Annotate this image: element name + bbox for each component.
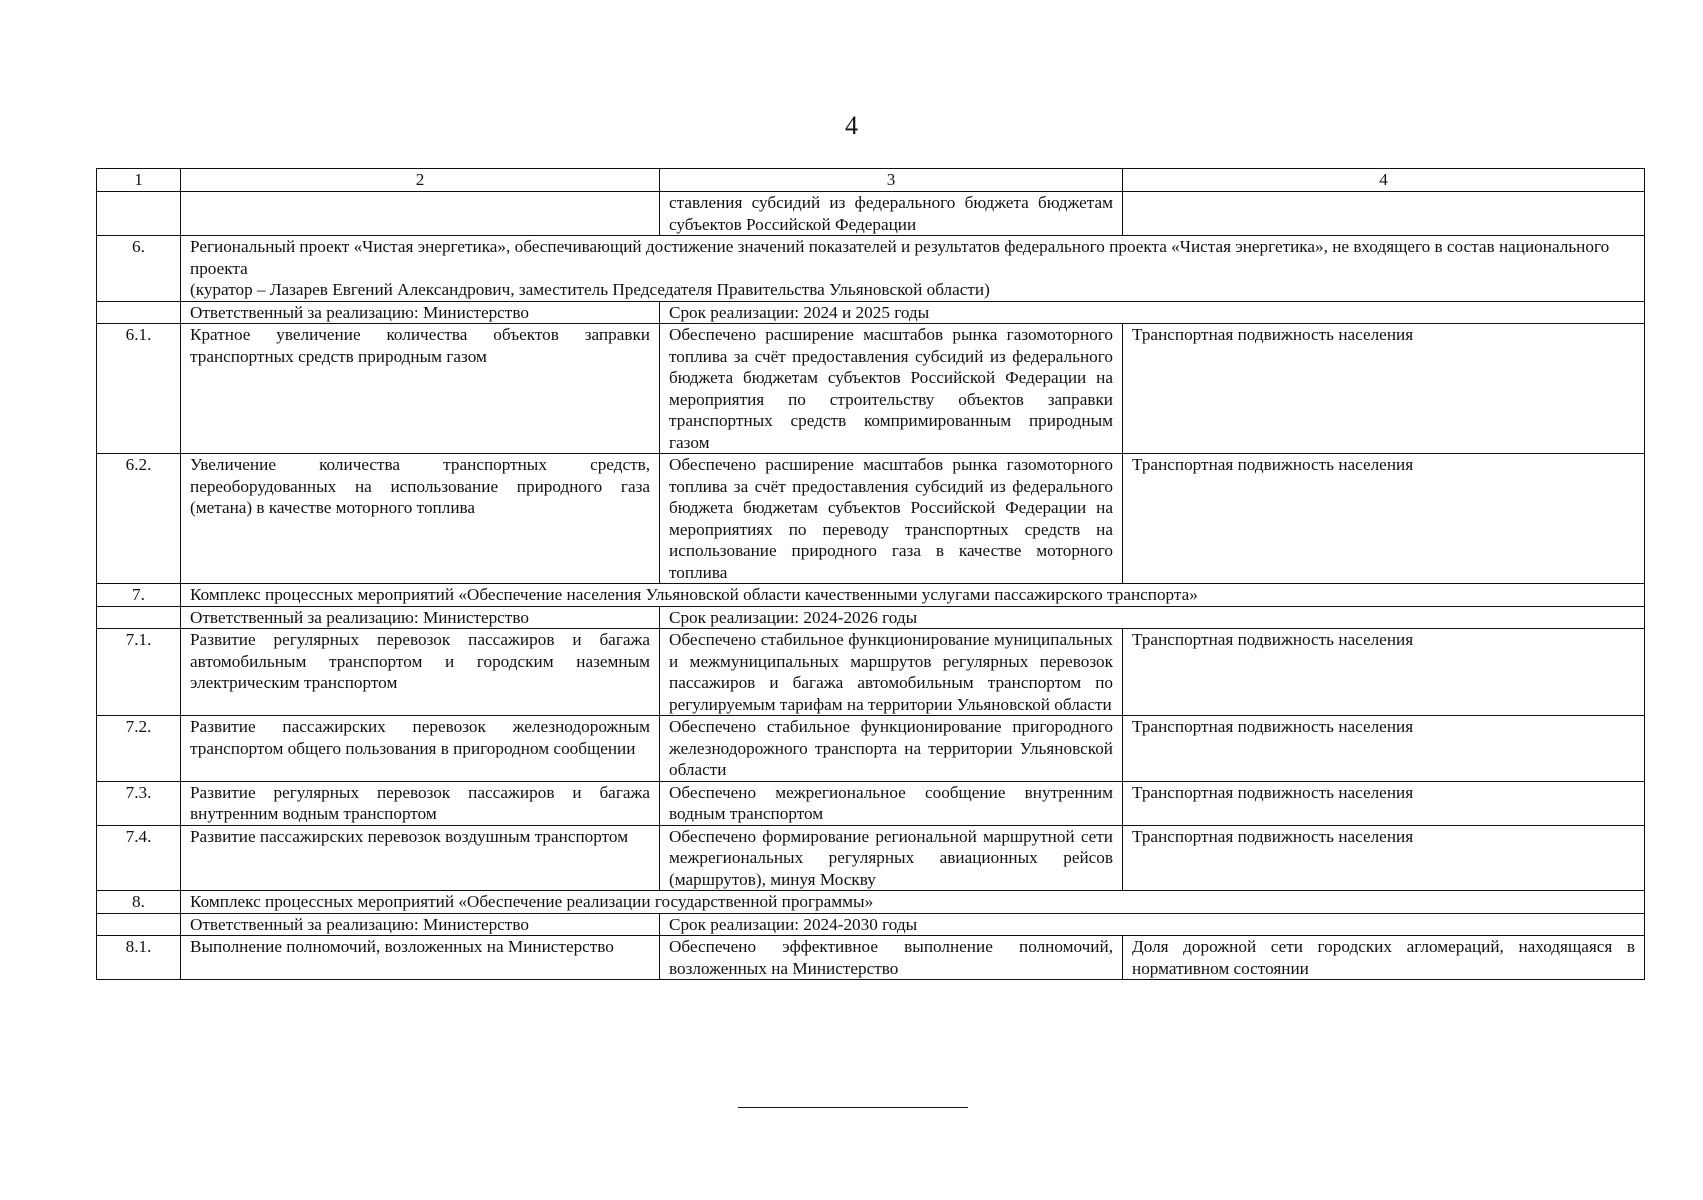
table-row-section <box>97 891 1645 914</box>
item-number: 6.1. <box>97 324 181 454</box>
column-header: 4 <box>1123 169 1645 192</box>
program-table <box>96 168 1645 980</box>
table-row-item <box>97 825 1645 891</box>
indicator-cell: Транспортная подвижность населения <box>1123 454 1645 584</box>
column-header: 2 <box>181 169 660 192</box>
result-cell: Обеспечено стабильное функционирование пригородного железнодорожного транспорта на территории Ульяновской области <box>660 716 1123 782</box>
section-title: Комплекс процессных мероприятий «Обеспечение реализации государственной программы» <box>190 892 874 911</box>
section-title: Региональный проект «Чистая энергетика», обеспечивающий достижение значений показателей и результатов федерального проекта «Чистая энергетика», не входящего в состав национального проекта <box>190 237 1610 278</box>
column-header: 1 <box>97 169 181 192</box>
row-number-cell <box>97 192 181 236</box>
table-row-resp <box>97 301 1645 324</box>
table-row-resp <box>97 913 1645 936</box>
task-cell: Развитие пассажирских перевозок воздушным транспортом <box>181 825 660 891</box>
term-cell: Срок реализации: 2024 и 2025 годы <box>660 301 1645 324</box>
table-row-section <box>97 236 1645 302</box>
result-cell: Обеспечено стабильное функционирование муниципальных и межмуниципальных маршрутов регулярных перевозок пассажиров и багажа автомобильным транспортом по регулируемым тарифам на территории Ульяновской области <box>660 629 1123 716</box>
item-number: 7.3. <box>97 781 181 825</box>
indicator-cell: Транспортная подвижность населения <box>1123 324 1645 454</box>
table-row-item <box>97 936 1645 980</box>
item-number: 6.2. <box>97 454 181 584</box>
task-cell: Развитие регулярных перевозок пассажиров и багажа внутренним водным транспортом <box>181 781 660 825</box>
task-cell: Кратное увеличение количества объектов заправки транспортных средств природным газом <box>181 324 660 454</box>
item-number: 7.4. <box>97 825 181 891</box>
page-number: 4 <box>845 111 858 140</box>
section-number: 7. <box>97 584 181 607</box>
table-row-item <box>97 781 1645 825</box>
result-cell: ставления субсидий из федерального бюджета бюджетам субъектов Российской Федерации <box>660 192 1123 236</box>
table-row-section <box>97 584 1645 607</box>
responsible-cell: Ответственный за реализацию: Министерство <box>181 913 660 936</box>
item-number: 7.2. <box>97 716 181 782</box>
section-title: Комплекс процессных мероприятий «Обеспечение населения Ульяновской области качественными услугами пассажирского транспорта» <box>190 585 1198 604</box>
indicator-cell: Доля дорожной сети городских агломераций, находящаяся в нормативном состоянии <box>1123 936 1645 980</box>
section-number: 6. <box>97 236 181 302</box>
header-row <box>97 169 1645 192</box>
term-cell: Срок реализации: 2024-2026 годы <box>660 606 1645 629</box>
task-cell: Выполнение полномочий, возложенных на Министерство <box>181 936 660 980</box>
section-curator: (куратор – Лазарев Евгений Александрович, заместитель Председателя Правительства Ульяновской области) <box>190 280 990 299</box>
table-row-cont <box>97 192 1645 236</box>
section-number: 8. <box>97 891 181 914</box>
table-row-item <box>97 324 1645 454</box>
indicator-cell: Транспортная подвижность населения <box>1123 781 1645 825</box>
indicator-cell: Транспортная подвижность населения <box>1123 629 1645 716</box>
item-number: 7.1. <box>97 629 181 716</box>
indicator-cell: Транспортная подвижность населения <box>1123 716 1645 782</box>
table-row-item <box>97 629 1645 716</box>
responsible-cell: Ответственный за реализацию: Министерство <box>181 606 660 629</box>
task-cell <box>181 192 660 236</box>
term-cell: Срок реализации: 2024-2030 годы <box>660 913 1645 936</box>
task-cell: Развитие регулярных перевозок пассажиров и багажа автомобильным транспортом и городским наземным электрическим транспортом <box>181 629 660 716</box>
result-cell: Обеспечено расширение масштабов рынка газомоторного топлива за счёт предоставления субсидий из федерального бюджета бюджетам субъектов Российской Федерации на мероприятиях по переводу транспортных средств на использование природного газа в качестве моторного топлива <box>660 454 1123 584</box>
responsible-cell: Ответственный за реализацию: Министерство <box>181 301 660 324</box>
indicator-cell: Транспортная подвижность населения <box>1123 825 1645 891</box>
indicator-cell <box>1123 192 1645 236</box>
section-title-cell <box>181 236 1645 302</box>
table-body <box>97 169 1645 980</box>
column-header: 3 <box>660 169 1123 192</box>
section-title-cell <box>181 891 1645 914</box>
table-row-resp <box>97 606 1645 629</box>
table-row-item <box>97 454 1645 584</box>
task-cell: Развитие пассажирских перевозок железнодорожным транспортом общего пользования в пригородном сообщении <box>181 716 660 782</box>
result-cell: Обеспечено формирование региональной маршрутной сети межрегиональных регулярных авиационных рейсов (маршрутов), минуя Москву <box>660 825 1123 891</box>
result-cell: Обеспечено расширение масштабов рынка газомоторного топлива за счёт предоставления субсидий из федерального бюджета бюджетам субъектов Российской Федерации на мероприятия по строительству объектов заправки транспортных средств компримированным природным газом <box>660 324 1123 454</box>
result-cell: Обеспечено эффективное выполнение полномочий, возложенных на Министерство <box>660 936 1123 980</box>
table-row-item <box>97 716 1645 782</box>
row-number-cell <box>97 301 181 324</box>
section-title-cell <box>181 584 1645 607</box>
row-number-cell <box>97 606 181 629</box>
footer-divider <box>738 1107 968 1108</box>
item-number: 8.1. <box>97 936 181 980</box>
task-cell: Увеличение количества транспортных средств, переоборудованных на использование природного газа (метана) в качестве моторного топлива <box>181 454 660 584</box>
result-cell: Обеспечено межрегиональное сообщение внутренним водным транспортом <box>660 781 1123 825</box>
row-number-cell <box>97 913 181 936</box>
